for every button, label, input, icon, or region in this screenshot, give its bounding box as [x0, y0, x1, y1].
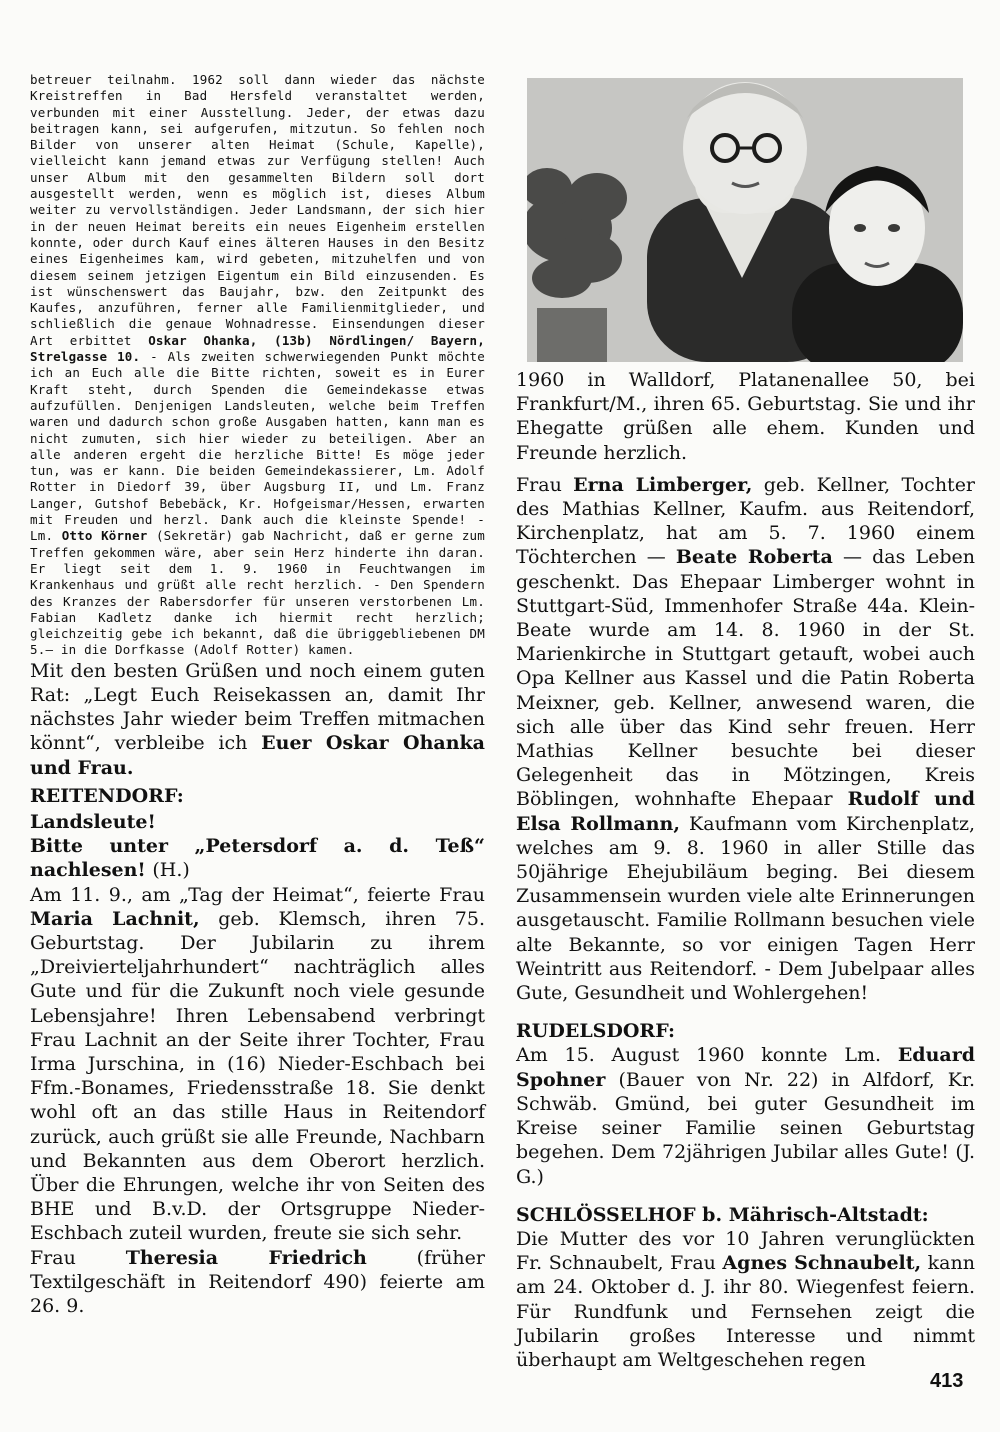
- signature-oskar-ohanka: Euer Oskar Ohanka und Frau.: [30, 732, 485, 779]
- name-eduard-spohner: Eduard Spohner: [516, 1044, 975, 1091]
- paragraph-intro: betreuer teilnahm. 1962 soll dann wieder das nächste Kreistreffen in Bad Hersfeld veranstaltet werden, verbunden mit einer Ausstellung. Jeder, der etwas dazu beitragen kann, sei aufgerufen, mitzutun. So fehlen noch Bilder von unserer alten Heimat (Schule, Kapelle), vielleicht kann jemand etwas zur Verfügung stellen! Auch unser Album mit den gesammelten Bildern soll dort ausgestellt werden, wenn es möglich ist, dieses Album weiter zu vervollständigen. Jeder Landsmann, der sich hier in der neuen Heimat bereits ein neues Eigenheim erstellen konnte, oder durch Kauf eines älteren Hauses in den Besitz eines Eigenheimes kam, wird gebeten, mitzuhelfen und von diesem seinem jetzigen Eigentum ein Bild einzusenden. Es ist wünschenswert das Baujahr, bzw. den Zeitpunkt des Kaufes, anzuführen, ferner alle Familienmitglieder, und schließlich die genaue Wohnadresse. Einsendungen dieser Art erbittet Oskar Ohanka, (13b) Nördlingen/ Bayern, Strelgasse 10. - Als zweiten schwerwiegenden Punkt möchte ich an Euch alle die Bitte richten, soweit es in Eurer Kraft steht, durch Spenden die Gemeindekasse etwas aufzufüllen. Denjenigen Landsleuten, welche beim Treffen waren und dadurch schon große Ausgaben hatten, kann man es nicht zumuten, sich hier wieder zu beteiligen. Aber an alle anderen ergeht die herzliche Bitte! Es möge jeder tun, was er kann. Die beiden Gemeindekassierer, Lm. Adolf Rotter in Diedorf 39, über Augsburg II, und Lm. Franz Langer, Gutshof Bebebäck, Kr. Hofgeismar/Hessen, erwarten mit Freuden und herzl. Dank auch die kleinste Spende! - Lm. Otto Körner (Sekretär) gab Nachricht, daß er gerne zum Treffen gekommen wäre, aber sein Herz hinderte ihn daran. Er liegt seit dem 1. 9. 1960 in Feuchtwangen im Krankenhaus und grüßt alle recht herzlich. - Den Spendern des Kranzes der Rabersdorfer für unseren verstorbenen Lm. Fabian Kadletz danke ich hiermit recht herzlich; gleichzeitig gebe ich bekannt, daß die übriggebliebenen DM 5.— in die Dorfkasse (Adolf Rotter) kamen.: [30, 72, 485, 658]
- left-column: [30, 72, 485, 1318]
- paragraph-erna-limberger: Frau Erna Limberger, geb. Kellner, Tochter des Mathias Kellner, Kaufm. aus Reitendorf, Kirchenplatz, hat am 5. 7. 1960 einem Töchterchen — Beate Roberta — das Leben geschenkt. Das Ehepaar Limberger wohnt in Stuttgart-Süd, Immenhofer Straße 44a. Klein-Beate wurde am 14. 8. 1960 in der St. Marienkirche in Stuttgart getauft, wobei auch Opa Kellner aus Kassel und die Patin Roberta Meixner, geb. Kellner, anwesend waren, die sich alle über das Kind sehr freuen. Herr Mathias Kellner besuchte bei dieser Gelegenheit das in Mötzingen, Kreis Böblingen, wohnhafte Ehepaar Rudolf und Elsa Rollmann, Kaufmann vom Kirchenplatz, welches am 9. 8. 1960 in aller Stille das 50jährige Ehejubiläum beging. Bei diesem Zusammensein wurden viele alte Erinnerungen ausgetauscht. Familie Rollmann besuchen viele alte Bekannte, so vor einigen Tagen Herr Weintritt aus Reitendorf. - Dem Jubelpaar alles Gute, Gesundheit und Wohlergehen!: [516, 473, 976, 1005]
- name-agnes-schnaubelt: Agnes Schnaubelt,: [722, 1252, 922, 1275]
- name-rollmann: Rudolf und Elsa Rollmann,: [516, 788, 976, 835]
- address-oskar-ohanka: Oskar Ohanka, (13b) Nördlingen/ Bayern, Strelgasse 10.: [30, 332, 485, 365]
- heading-landsleute: Landsleute!: [30, 810, 156, 833]
- name-theresia-friedrich: Theresia Friedrich: [125, 1246, 367, 1269]
- name-erna-limberger: Erna Limberger,: [573, 473, 753, 496]
- paragraph-theresia-friedrich: Frau Theresia Friedrich (früher Textilgeschäft in Reitendorf 490) feierte am 26. 9.: [30, 1246, 485, 1317]
- paragraph-agnes-schnaubelt: Die Mutter des vor 10 Jahren verunglückten Fr. Schnaubelt, Frau Agnes Schnaubelt, kann am 24. Oktober d. J. ihr 80. Wiegenfest feiern. Für Rundfunk und Fernsehen zeigt die Jubilarin großes Interesse und nimmt überhaupt am Weltgeschehen regen: [516, 1227, 975, 1371]
- paragraph-maria-lachnit: Am 11. 9., am „Tag der Heimat“, feierte Frau Maria Lachnit, geb. Klemsch, ihren 75. Geburtstag. Der Jubilarin zu ihrem „Dreivierteljahrhundert“ nachträglich alles Gute und für die Zukunft noch viele gesunde Lebensjahre! Ihren Lebensabend verbringt Frau Lachnit an der Seite ihrer Tochter, Frau Irma Jurschina, in (16) Nieder-Eschbach bei Ffm.-Bonames, Friedensstraße 18. Sie denkt wohl oft an das stille Haus in Reitendorf zurück, auch grüßt sie alle Freunde, Nachbarn und Bekannten aus dem Oberort herzlich. Über die Ehrungen, welche ihr von Seiten des BHE und B.v.D. der Ortsgruppe Nieder-Eschbach zuteil wurden, freute sie sich sehr.: [30, 883, 485, 1245]
- name-beate-roberta: Beate Roberta: [675, 546, 833, 569]
- photo-couple-image: [527, 78, 963, 362]
- paragraph-closing: Mit den besten Grüßen und noch einem guten Rat: „Legt Euch Reisekassen an, damit Ihr nächstes Jahr wieder beim Treffen mitmachen könnt“, verbleibe ich Euer Oskar Ohanka und Frau.: [30, 659, 485, 779]
- name-maria-lachnit: Maria Lachnit,: [30, 907, 200, 930]
- heading-reitendorf: REITENDORF:: [30, 784, 184, 807]
- paragraph-eduard-spohner: Am 15. August 1960 konnte Lm. Eduard Spohner (Bauer von Nr. 22) in Alfdorf, Kr. Schwäb. Gmünd, bei guter Gesundheit im Kreise seiner Familie seinen Geburtstag begehen. Dem 72jährigen Jubilar alles Gute! (J. G.): [516, 1044, 975, 1188]
- photo-elderly-couple: [527, 78, 963, 362]
- heading-rudelsdorf: RUDELSDORF:: [516, 1020, 676, 1043]
- heading-bitte: Bitte unter „Petersdorf a. d. Teß“ nachlesen! (H.): [30, 835, 485, 882]
- paragraph-walldorf: 1960 in Walldorf, Platanenallee 50, bei Frankfurt/M., ihren 65. Geburtstag. Sie und ihr Ehegatte grüßen alle ehem. Kunden und Freunde herzlich.: [516, 369, 975, 464]
- right-column: [516, 368, 975, 1372]
- name-otto-koerner: Otto Körner: [61, 528, 148, 544]
- heading-schloesselhof: SCHLÖSSELHOF b. Mährisch-Altstadt:: [516, 1203, 929, 1226]
- page-number: 413: [930, 1370, 964, 1392]
